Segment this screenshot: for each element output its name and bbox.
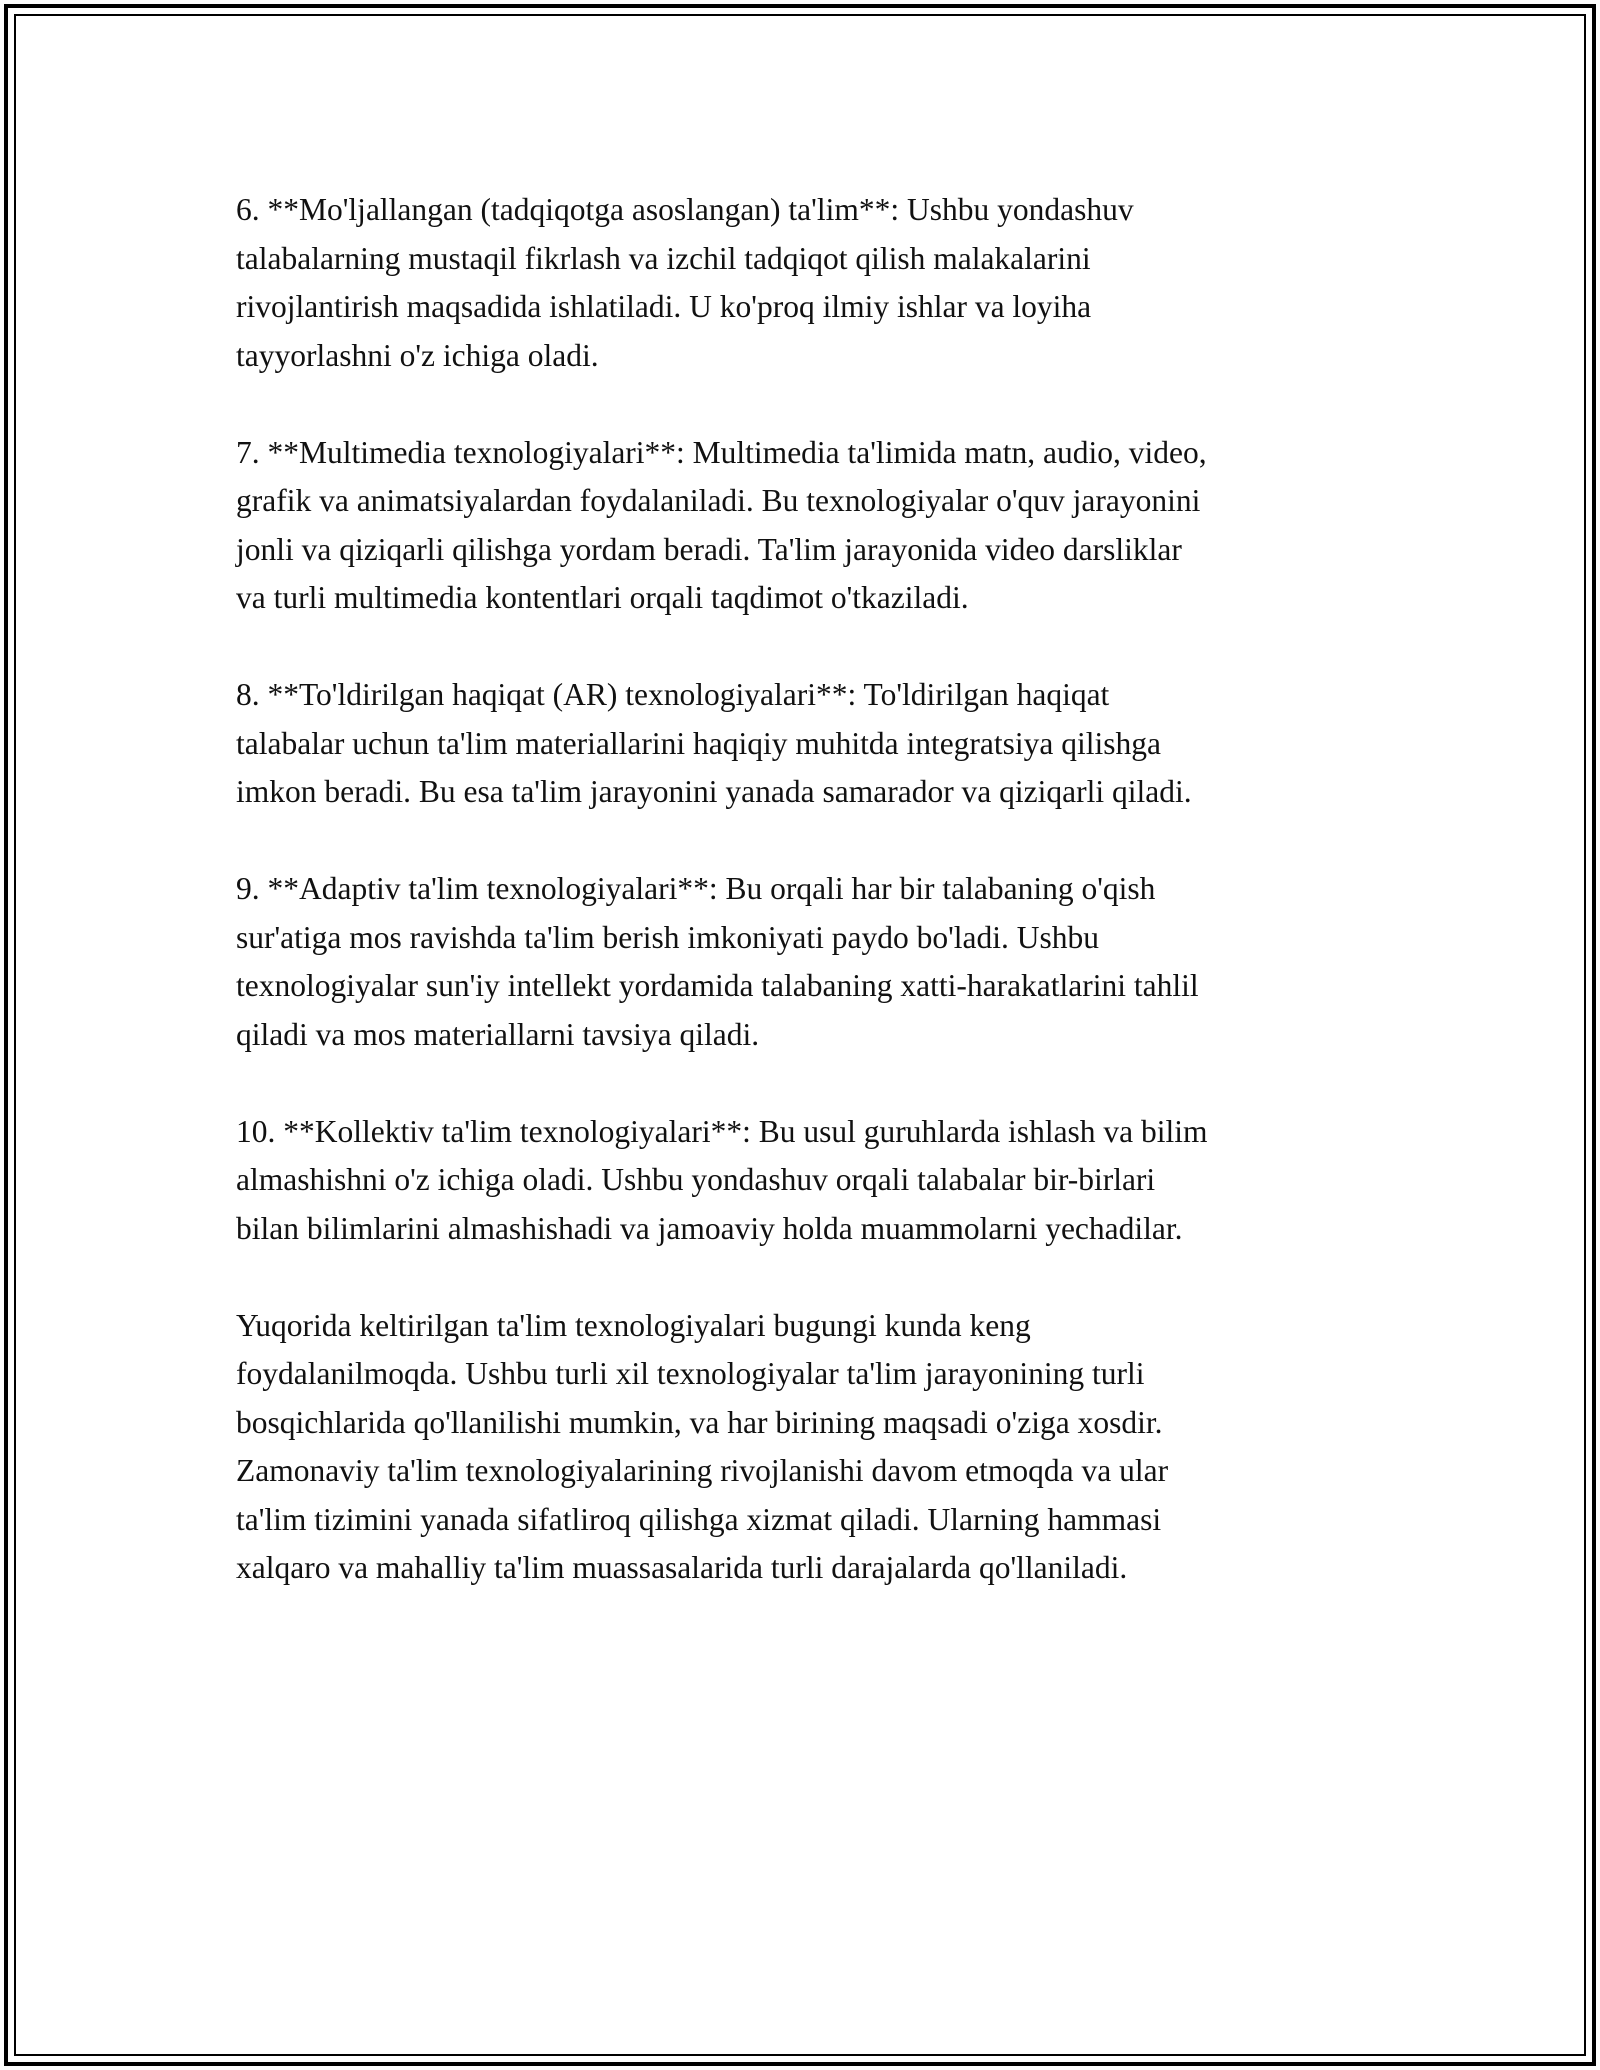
paragraph-item-9: 9. **Adaptiv ta'lim texnologiyalari**: Bu orqali har bir talabaning o'qish sur'atiga mos ravishda ta'lim berish imkoniyati paydo bo'ladi. Ushbu texnologiyalar sun'iy intellekt yordamida talabaning xatti-harakatlarini tahlil qiladi va mos materiallarni tavsiya qiladi. xyxy=(236,871,1199,1052)
paragraph-item-7: 7. **Multimedia texnologiyalari**: Multimedia ta'limida matn, audio, video, grafik va animatsiyalardan foydalaniladi. Bu texnologiyalar o'quv jarayonini jonli va qiziqarli qilishga yordam beradi. Ta'lim jarayonida video darsliklar va turli multimedia kontentlari orqali taqdimot o'tkaziladi. xyxy=(236,434,1207,615)
document-body xyxy=(236,186,1376,1641)
paragraph-conclusion: Yuqorida keltirilgan ta'lim texnologiyalari bugungi kunda keng foydalanilmoqda. Ushbu turli xil texnologiyalar ta'lim jarayonining turli bosqichlarida qo'llanilishi mumkin, va har birining maqsadi o'ziga xosdir. Zamonaviy ta'lim texnologiyalarining rivojlanishi davom etmoqda va ular ta'lim tizimini yanada sifatliroq qilishga xizmat qiladi. Ularning hammasi xalqaro va mahalliy ta'lim muassasalarida turli darajalarda qo'llaniladi. xyxy=(236,1307,1169,1585)
paragraph-item-10: 10. **Kollektiv ta'lim texnologiyalari**: Bu usul guruhlarda ishlash va bilim almashishni o'z ichiga oladi. Ushbu yondashuv orqali talabalar bir-birlari bilan bilimlarini almashishadi va jamoaviy holda muammolarni yechadilar. xyxy=(236,1113,1208,1246)
paragraph-item-8: 8. **To'ldirilgan haqiqat (AR) texnologiyalari**: To'ldirilgan haqiqat talabalar uchun ta'lim materiallarini haqiqiy muhitda integratsiya qilishga imkon beradi. Bu esa ta'lim jarayonini yanada samarador va qiziqarli qiladi. xyxy=(236,677,1192,809)
paragraph-item-6: 6. **Mo'ljallangan (tadqiqotga asoslangan) ta'lim**: Ushbu yondashuv talabalarning mustaqil fikrlash va izchil tadqiqot qilish malakalarini rivojlantirish maqsadida ishlatiladi. U ko'proq ilmiy ishlar va loyiha tayyorlashni o'z ichiga oladi. xyxy=(236,192,1134,373)
